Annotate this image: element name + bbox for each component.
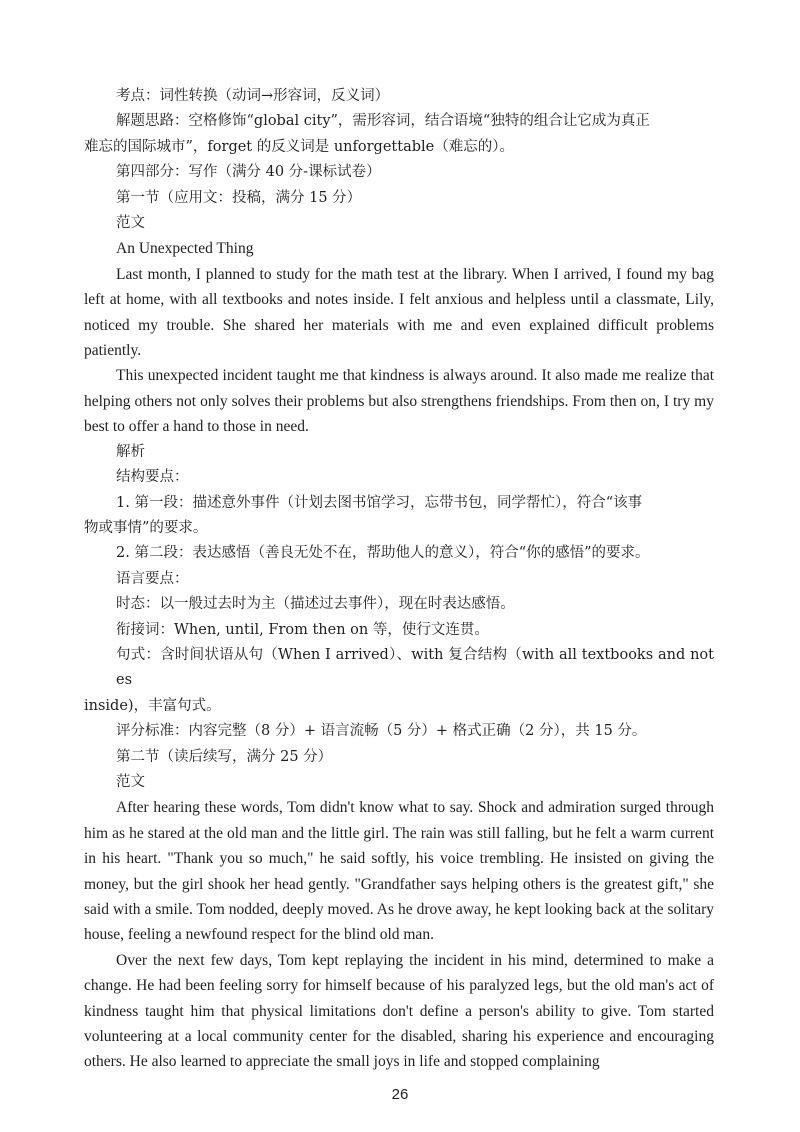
tense-line: 时态：以一般过去时为主（描述过去事件），现在时表达感悟。 xyxy=(116,596,515,613)
part4-heading: 第四部分：写作（满分 40 分-课标试卷） xyxy=(116,164,381,181)
sentence-pattern-line-2: inside)，丰富句式。 xyxy=(84,697,221,714)
structure-point-1a: 1. 第一段：描述意外事件（计划去图书馆学习，忘带书包，同学帮忙），符合“该事 xyxy=(116,494,643,511)
essay-title: An Unexpected Thing xyxy=(116,240,254,258)
section1-heading: 第一节（应用文：投稿，满分 15 分） xyxy=(116,189,362,206)
sentence-pattern-line-1: 句式：含时间状语从句（When I arrived）、with 复合结构（with all textbooks and notes xyxy=(116,646,714,689)
story-paragraph-2: Over the next few days, Tom kept replaying the incident in his mind, determined to make a change. He had been feeling sorry for himself because of his paralyzed legs, but the old man's act of kindness taught him that physical limitations don't define a person's ability to give. Tom started volunteering at a local community center for the disabled, sharing his experience and encouraging others. He also learned to appreciate the small joys in life and stopped complaining xyxy=(84,951,714,1071)
essay-paragraph-1: Last month, I planned to study for the math test at the library. When I arrived, I found my bag left at home, with all textbooks and notes inside. I felt anxious and helpless until a classmate, Lily, noticed my trouble. She shared her materials with me and even explained difficult problems patiently. xyxy=(84,265,714,360)
document-page xyxy=(84,84,714,1075)
kaodian-line: 考点：词性转换（动词→形容词，反义词） xyxy=(116,88,390,104)
structure-heading: 结构要点： xyxy=(116,469,189,486)
structure-point-1b: 物或事情”的要求。 xyxy=(84,519,208,536)
sample-label-1: 范文 xyxy=(116,215,145,232)
jieti-line-1: 解题思路：空格修饰“global city”，需形容词，结合语境“独特的组合让它成为真正 xyxy=(116,113,650,130)
page-number: 26 xyxy=(391,1086,409,1103)
sample-label-2: 范文 xyxy=(116,773,145,790)
analysis-label: 解析 xyxy=(116,443,145,460)
section2-heading: 第二节（读后续写，满分 25 分） xyxy=(116,748,333,765)
structure-point-2: 2. 第二段：表达感悟（善良无处不在，帮助他人的意义），符合“你的感悟”的要求。 xyxy=(116,545,650,562)
language-heading: 语言要点： xyxy=(116,570,189,587)
connectives-line: 衔接词：When, until, From then on 等，使行文连贯。 xyxy=(116,621,489,638)
jieti-line-2: 难忘的国际城市”，forget 的反义词是 unforgettable（难忘的）。 xyxy=(84,138,514,155)
essay-paragraph-2: This unexpected incident taught me that kindness is always around. It also made me realize that helping others not only solves their problems but also strengthens friendships. From then on, I try my best to offer a hand to those in need. xyxy=(84,367,714,436)
story-paragraph-1: After hearing these words, Tom didn't know what to say. Shock and admiration surged through him as he stared at the old man and the little girl. The rain was still falling, but he felt a warm current in his heart. "Thank you so much," he said softly, his voice trembling. He insisted on giving the money, but the girl shook her head gently. "Grandfather says helping others is the greatest gift," she said with a smile. Tom nodded, deeply moved. As he drove away, he kept looking back at the solitary house, feeling a newfound respect for the blind old man. xyxy=(84,799,714,944)
scoring-line: 评分标准：内容完整（8 分）+ 语言流畅（5 分）+ 格式正确（2 分），共 15 分。 xyxy=(116,723,647,740)
